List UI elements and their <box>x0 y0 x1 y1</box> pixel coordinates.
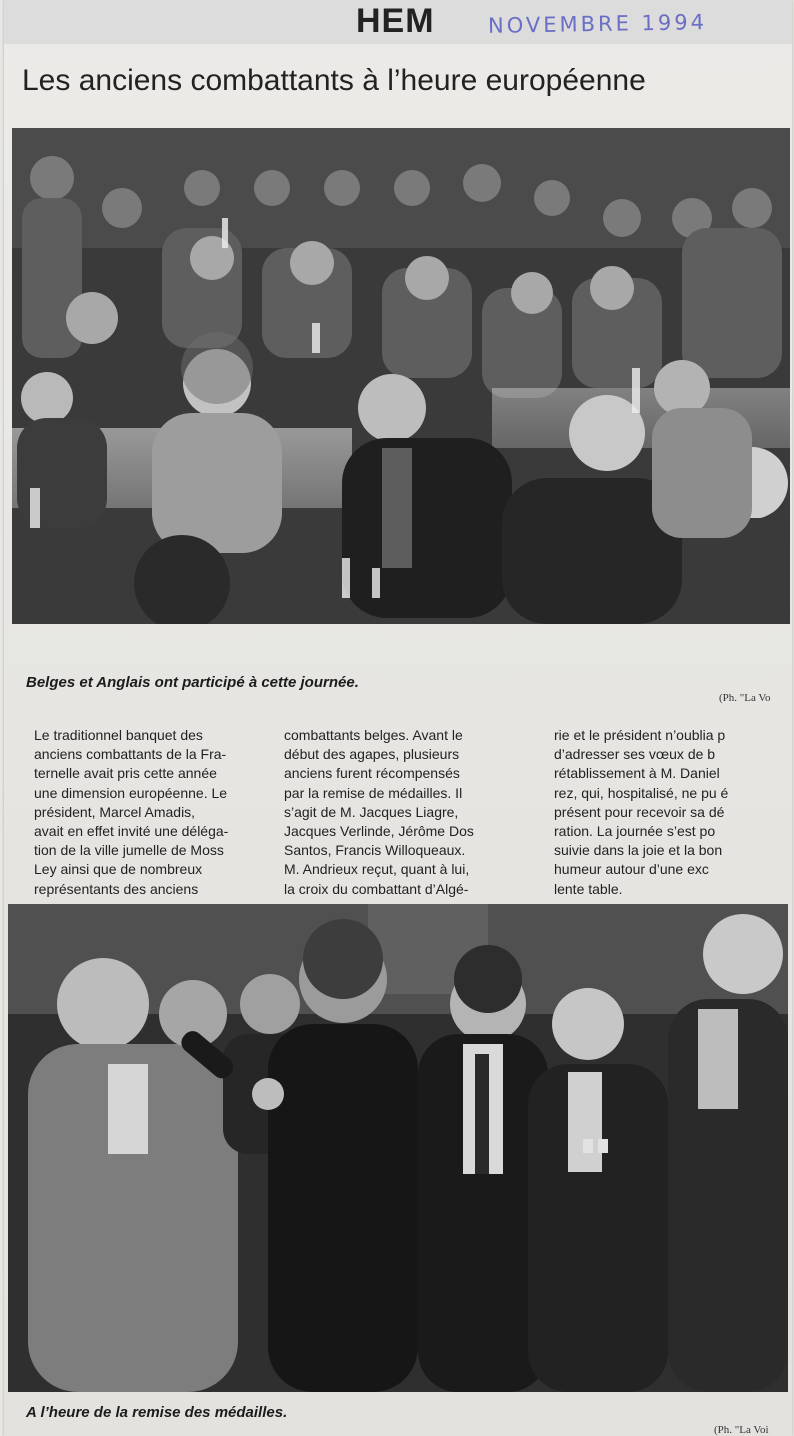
photo-top-credit: (Ph. "La Vo <box>719 692 771 704</box>
text-line: la croix du combattant d’Algé- <box>284 880 469 897</box>
text-line: d’adresser ses vœux de b <box>554 746 716 763</box>
text-line: représentants des anciens <box>34 880 199 897</box>
text-line: lente table. <box>554 880 623 897</box>
text-line: rez, qui, hospitalisé, ne pu é <box>554 784 729 801</box>
text-line: par la remise de médailles. Il <box>284 784 463 801</box>
article-headline: Les anciens combattants à l’heure européenne <box>22 64 646 97</box>
text-line: s’agit de M. Jacques Liagre, <box>284 803 459 820</box>
banquet-photo <box>12 128 790 624</box>
article-column-2 <box>284 726 528 899</box>
medal-ceremony-photo <box>8 904 788 1392</box>
text-line: Le traditionnel banquet des <box>34 727 203 743</box>
medal-ceremony-photo-illustration <box>8 904 788 1392</box>
newspaper-clipping <box>4 0 792 1436</box>
photo-bottom-credit: (Ph. "La Voi <box>714 1424 769 1436</box>
text-line: rie et le président n’oublia p <box>554 727 726 743</box>
text-line: ration. La journée s’est po <box>554 823 716 840</box>
photo-top-caption: Belges et Anglais ont participé à cette journée. <box>26 674 359 691</box>
article-body <box>34 726 792 897</box>
text-line: M. Andrieux reçut, quant à lui, <box>284 861 470 878</box>
text-line: humeur autour d’une exc <box>554 861 709 878</box>
text-line: suivie dans la joie et la bon <box>554 842 723 859</box>
text-line: ternelle avait pris cette année <box>34 765 217 782</box>
photo-bottom-caption: A l’heure de la remise des médailles. <box>26 1404 288 1421</box>
text-line: Jacques Verlinde, Jérôme Dos <box>284 823 474 840</box>
text-line: tion de la ville jumelle de Moss <box>34 842 224 859</box>
banquet-photo-illustration <box>12 128 790 624</box>
text-line: anciens combattants de la Fra- <box>34 746 227 763</box>
text-line: présent pour recevoir sa dé <box>554 803 725 820</box>
article-column-1 <box>34 726 260 899</box>
text-line: début des agapes, plusieurs <box>284 746 460 763</box>
text-line: président, Marcel Amadis, <box>34 803 196 820</box>
text-line: avait en effet invité une déléga- <box>34 823 229 840</box>
text-line: Santos, Francis Willoqueaux. <box>284 842 466 859</box>
section-label: HEM <box>356 2 435 40</box>
article-column-3 <box>554 726 792 899</box>
text-line: Ley ainsi que de nombreux <box>34 861 203 878</box>
handwritten-date: NOVEMBRE 1994 <box>487 10 708 38</box>
text-line: une dimension européenne. Le <box>34 784 228 801</box>
text-line: rétablissement à M. Daniel <box>554 765 720 782</box>
text-line: combattants belges. Avant le <box>284 727 463 743</box>
text-line: anciens furent récompensés <box>284 765 460 782</box>
masthead-strip <box>4 0 792 44</box>
